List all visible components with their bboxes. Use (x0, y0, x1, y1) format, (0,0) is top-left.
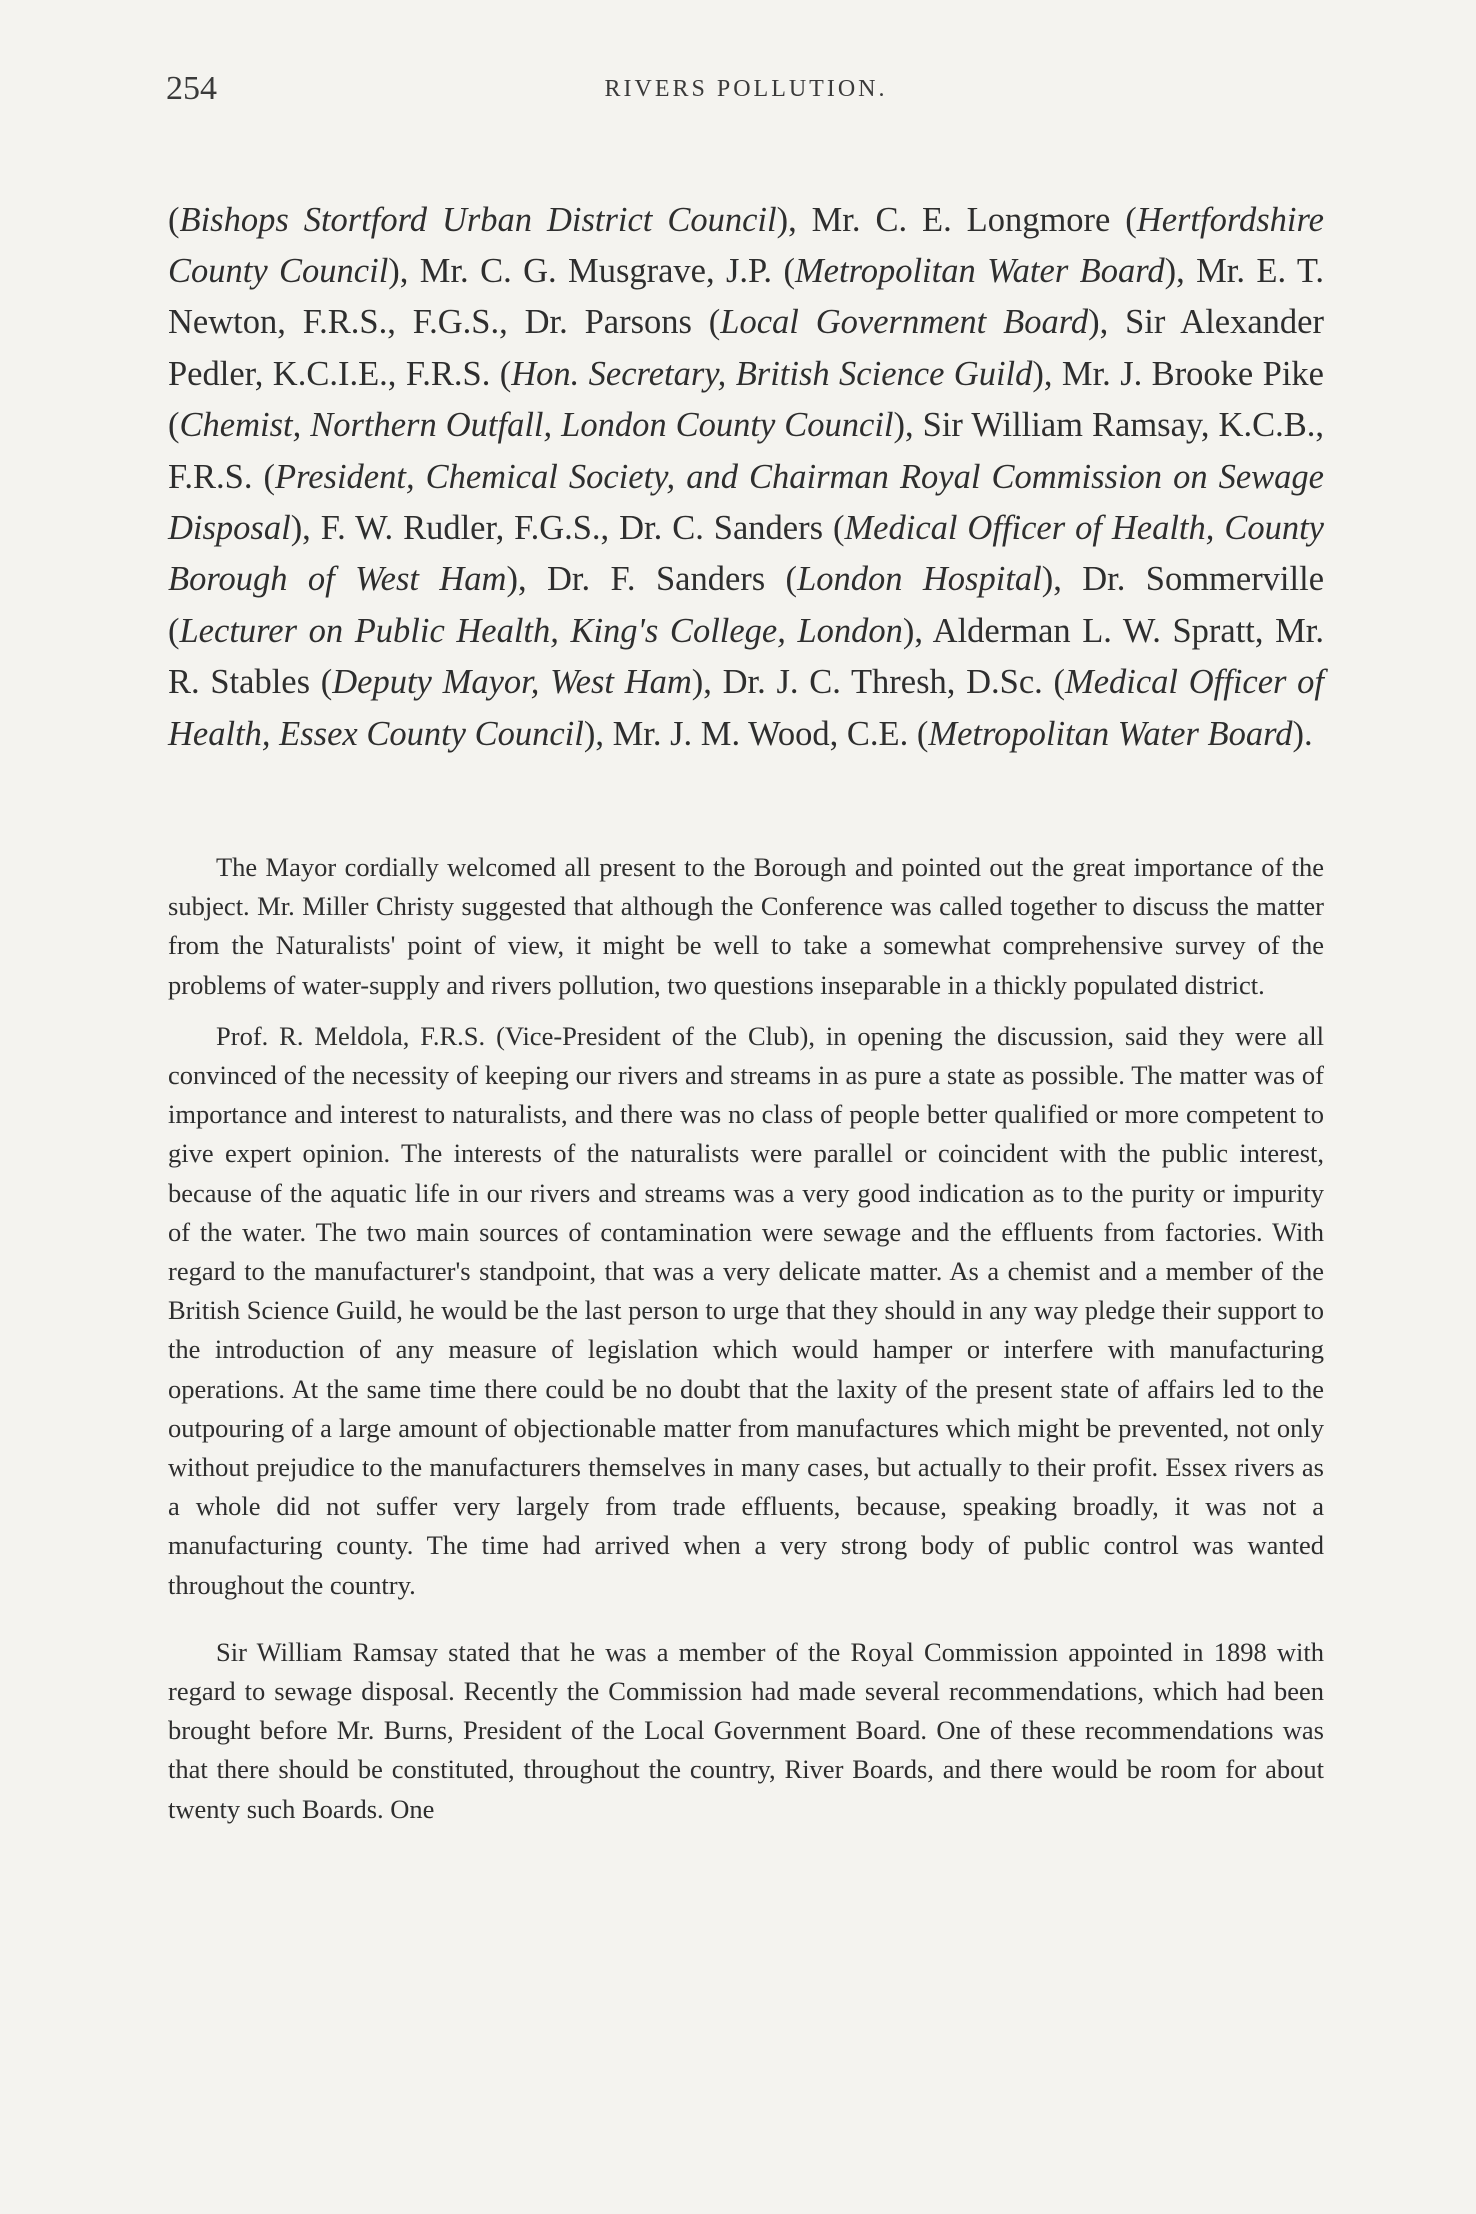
paragraph-ramsay-remarks: Sir William Ramsay stated that he was a member of the Royal Commission appointed in 1898 with regard to sewage disposal. Recently the Commission had made several recommendations, which had been brought before Mr. Burns, President of the Local Government Board. One of these recommendations was that there should be constituted, throughout the country, River Boards, and there would be room for about twenty such Boards. One (168, 1636, 1324, 1824)
attendee-text: ), Dr. J. C. Thresh, D.Sc. ( (691, 663, 1065, 702)
attendee-affiliation: Deputy Mayor, West Ham (332, 663, 692, 702)
attendee-affiliation: Medical Officer of Health, Essex County Council (168, 663, 1325, 753)
attendee-text: ). (1292, 714, 1313, 753)
attendee-affiliation: Local Government Board (720, 303, 1089, 342)
attendee-text: ), Mr. J. M. Wood, C.E. ( (583, 714, 929, 753)
attendee-text: ), Dr. F. Sanders ( (506, 560, 798, 599)
attendee-text: ), Dr. Sommerville ( (168, 560, 1325, 650)
attendee-affiliation: Medical Officer of Health, County Borough of West Ham (168, 508, 1324, 599)
attendee-affiliation: Bishops Stortford Urban District Council (179, 200, 777, 239)
attendee-text: ), Mr. J. Brooke Pike ( (168, 354, 1324, 445)
attendee-affiliation: Metropolitan Water Board (794, 251, 1165, 290)
attendee-affiliation: Lecturer on Public Health, King's College, London (179, 611, 903, 650)
page-number: 254 (166, 70, 217, 107)
attendee-text: ), Mr. C. E. Longmore ( (776, 200, 1137, 239)
attendee-text: ), Mr. E. T. Newton, F.R.S., F.G.S., Dr. Parsons ( (168, 251, 1325, 342)
attendee-affiliation: President, Chemical Society, and Chairman Royal Commission on Sewage Disposal (168, 457, 1324, 547)
attendee-list (168, 195, 1324, 760)
attendee-affiliation: Chemist, Northern Outfall, London County Council (179, 406, 894, 445)
attendee-text: ), Alderman L. W. Spratt, Mr. R. Stables ( (168, 611, 1324, 702)
attendee-text: ), Mr. C. G. Musgrave, J.P. ( (388, 251, 795, 290)
attendee-affiliation: Hertfordshire County Council (168, 200, 1324, 290)
attendee-text: ), Sir William Ramsay, K.C.B., F.R.S. ( (168, 406, 1324, 496)
attendee-text: ), F. W. Rudler, F.G.S., Dr. C. Sanders ( (290, 508, 845, 547)
attendee-affiliation: London Hospital (797, 560, 1042, 599)
attendee-text: ), Sir Alexander Pedler, K.C.I.E., F.R.S. ( (168, 303, 1324, 393)
paragraph-mayor-welcome: The Mayor cordially welcomed all present to the Borough and pointed out the great importance of the subject. Mr. Miller Christy suggested that although the Conference was called together to discuss the matter from the Naturalists' point of view, it might be well to take a somewhat comprehensive survey of the problems of water-supply and rivers pollution, two questions inseparable in a thickly populated district. (168, 852, 1324, 1000)
running-title: RIVERS POLLUTION. (604, 76, 888, 102)
attendee-affiliation: Metropolitan Water Board (928, 714, 1293, 753)
paragraph-meldola-remarks: Prof. R. Meldola, F.R.S. (Vice-President of the Club), in opening the discussion, said they were all convinced of the necessity of keeping our rivers and streams in as pure a state as possible. The matter was of importance and interest to naturalists, and there was no class of people better qualified or more competent to give expert opinion. The interests of the naturalists were parallel or coincident with the public interest, because of the aquatic life in our rivers and streams was a very good indication as to the purity or impurity of the water. The two main sources of contamination were sewage and the effluents from factories. With regard to the manufacturer's standpoint, that was a very delicate matter. As a chemist and a member of the British Science Guild, he would be the last person to urge that they should in any way pledge their support to the introduction of any measure of legislation which would hamper or interfere with manufacturing operations. At the same time there could be no doubt that the laxity of the present state of affairs led to the outpouring of a large amount of objectionable matter from manufactures which might be prevented, not only without prejudice to the manufacturers themselves in many cases, but actually to their profit. Essex rivers as a whole did not suffer very largely from trade effluents, because, speaking broadly, it was not a manufacturing county. The time had arrived when a very strong body of public control was wanted throughout the country. (168, 1020, 1324, 1600)
body-text (168, 848, 1324, 1829)
page-header (166, 70, 1326, 130)
attendee-text: ( (168, 200, 180, 239)
attendee-affiliation: Hon. Secretary, British Science Guild (511, 354, 1033, 393)
